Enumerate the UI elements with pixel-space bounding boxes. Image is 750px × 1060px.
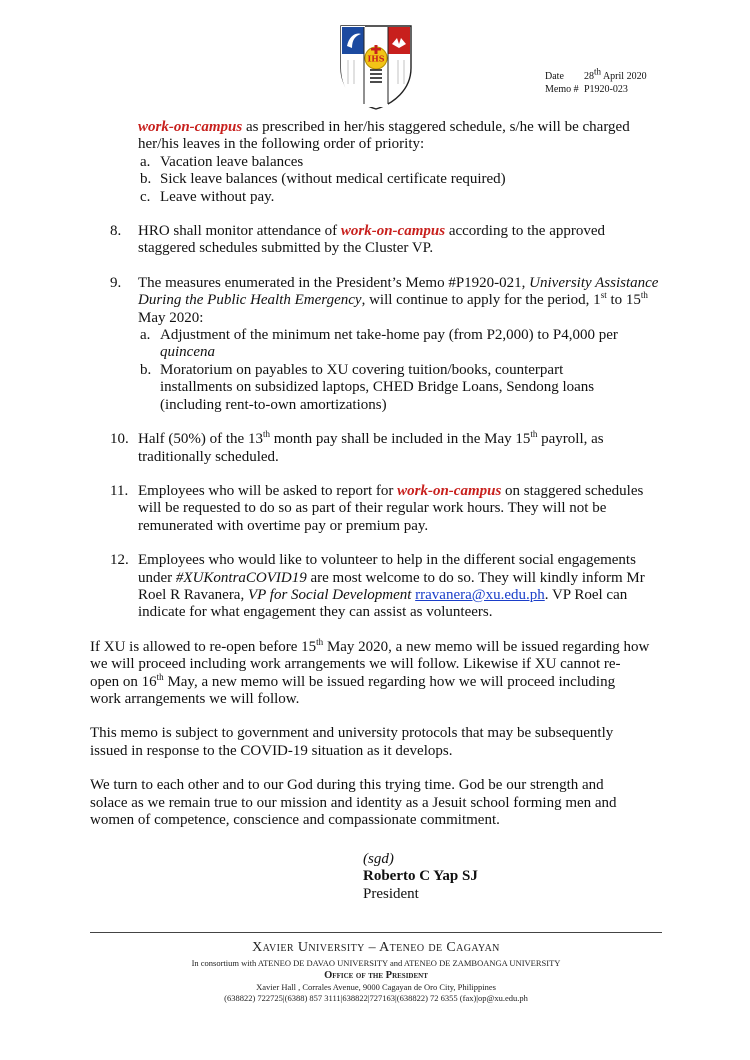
list-item-label: a. xyxy=(140,153,151,170)
paragraph-line: solace as we remain true to our mission and identity as a Jesuit school forming men and xyxy=(90,794,617,811)
university-name: Xavier University – Ateneo de Cagayan xyxy=(252,940,500,955)
item-text: under xyxy=(138,569,176,586)
footer-divider xyxy=(90,932,662,933)
item-number: 9. xyxy=(110,274,122,291)
list-item xyxy=(140,188,690,206)
item-line: May 2020: xyxy=(138,309,204,326)
list-item xyxy=(140,171,690,188)
paragraph-text: If XU is allowed to re-open before 15 xyxy=(90,638,317,655)
item-line: staggered schedules submitted by the Cluster VP. xyxy=(138,240,434,257)
date-row xyxy=(545,66,647,83)
continued-line-1 xyxy=(138,119,690,136)
paragraph-line: This memo is subject to government and university protocols that may be subsequently xyxy=(90,725,614,742)
office-contacts: (638822) 722725|(6388) 857 3111|638822|727163|(638822) 72 6355 (fax)|op@xu.edu.ph xyxy=(224,993,528,1003)
item-text: The measures enumerated in the President’s Memo #P1920-021, xyxy=(138,274,530,291)
paragraph-line xyxy=(90,671,690,691)
list-item-label: b. xyxy=(140,361,152,378)
superscript: th xyxy=(530,429,538,440)
letterhead-footer xyxy=(90,939,662,1004)
item-number: 8. xyxy=(110,223,122,240)
item-line xyxy=(138,587,690,604)
item-line: will be requested to do so as part of their regular work hours. They will not be xyxy=(138,500,607,517)
paragraph-text: May, a new memo will be issued regarding how we will proceed including xyxy=(163,673,616,690)
paragraph-closing xyxy=(90,777,690,829)
list-item xyxy=(140,327,690,362)
university-seal-logo xyxy=(339,24,413,110)
vp-title-italic: VP for Social Development xyxy=(247,586,412,603)
list-item xyxy=(140,153,690,171)
work-on-campus-highlight: work-on-campus xyxy=(397,482,502,499)
paragraph-line: We turn to each other and to our God during this trying time. God be our strength and xyxy=(90,777,604,794)
item-text: to 15 xyxy=(606,292,641,309)
paragraph-text: open on 16 xyxy=(90,673,157,690)
paragraph-line xyxy=(90,636,690,656)
paragraph-reopen xyxy=(90,636,690,709)
list-item-label: c. xyxy=(140,188,151,205)
paragraph-line: issued in response to the COVID-19 situation as it develops. xyxy=(90,742,453,759)
numbered-item-9 xyxy=(110,274,690,327)
item-line xyxy=(138,275,690,292)
memo-body xyxy=(90,119,690,829)
svg-text:IHS: IHS xyxy=(367,53,385,64)
item-line xyxy=(138,431,690,448)
superscript: th xyxy=(262,429,270,440)
superscript: th xyxy=(640,290,648,301)
item-text: HRO shall monitor attendance of xyxy=(138,223,341,240)
paragraph-line: we will proceed including work arrangements we will follow. Likewise if XU cannot re- xyxy=(90,656,621,673)
item-line xyxy=(138,292,690,309)
hashtag-italic: #XUKontraCOVID19 xyxy=(175,569,307,586)
memo-title-italic: University Assistance xyxy=(529,274,659,291)
item-text: Roel R Ravanera, xyxy=(138,586,248,603)
superscript: th xyxy=(156,671,164,682)
superscript: st xyxy=(600,290,607,301)
email-link[interactable]: rravanera@xu.edu.ph xyxy=(415,586,545,603)
signatory-title: President xyxy=(363,885,419,902)
date-value xyxy=(584,66,647,83)
list-item-text: installments on subsidized laptops, CHED Bridge Loans, Sendong loans xyxy=(160,379,595,396)
date-month-year: April 2020 xyxy=(601,71,647,82)
item-line xyxy=(138,483,690,500)
paragraph-line: women of competence, conscience and compassionate commitment. xyxy=(90,812,500,828)
item-text: according to the approved xyxy=(445,223,606,240)
item-line xyxy=(138,570,690,587)
date-day: 28 xyxy=(584,71,594,82)
continued-text: as prescribed in her/his staggered schedule, s/he will be charged xyxy=(242,119,630,135)
date-label: Date xyxy=(545,71,564,82)
item-text: payroll, as xyxy=(537,431,604,448)
signatory-name: Roberto C Yap SJ xyxy=(363,868,478,885)
list-item-text: Moratorium on payables to XU covering tuition/books, counterpart xyxy=(160,361,564,378)
item-line: Employees who would like to volunteer to help in the different social engagements xyxy=(138,552,636,569)
item-number: 12. xyxy=(110,552,129,569)
item-text: . VP Roel can xyxy=(544,586,628,603)
list-item-text: (including rent-to-own amortizations) xyxy=(160,396,387,413)
item-line: remunerated with overtime pay or premium pay. xyxy=(138,517,429,534)
item-text: Employees who will be asked to report for xyxy=(138,482,398,499)
item-text: , will continue to apply for the period, 1 xyxy=(361,292,601,309)
list-item-text: Adjustment of the minimum net take-home pay (from P2,000) to P4,000 per xyxy=(160,327,618,344)
list-item-text-italic: quincena xyxy=(160,344,215,361)
item-text: Half (50%) of the 13 xyxy=(138,431,263,448)
continued-line-2: her/his leaves in the following order of priority: xyxy=(138,136,425,153)
date-day-suffix: th xyxy=(594,66,602,77)
work-on-campus-highlight: work-on-campus xyxy=(138,119,243,135)
consortium-text: In consortium with ATENEO DE DAVAO UNIVERSITY and ATENEO DE ZAMBOANGA UNIVERSITY xyxy=(191,958,561,968)
memo-row xyxy=(545,83,647,96)
paragraph-text: May 2020, a new memo will be issued regarding how xyxy=(323,638,650,655)
paragraph-protocols xyxy=(90,725,690,760)
item-number: 10. xyxy=(110,431,129,448)
numbered-item-12 xyxy=(110,552,690,622)
list-item xyxy=(140,361,690,414)
work-on-campus-highlight: work-on-campus xyxy=(340,223,446,240)
item-line: indicate for what engagement they can assist as volunteers. xyxy=(138,604,493,621)
numbered-item-8 xyxy=(110,223,690,258)
item-line: traditionally scheduled. xyxy=(138,448,279,465)
list-item-label: b. xyxy=(140,171,152,188)
list-item-label: a. xyxy=(140,327,151,344)
superscript: th xyxy=(316,636,324,647)
item-text: month pay shall be included in the May 15 xyxy=(269,431,531,448)
office-address: Xavier Hall , Corrales Avenue, 9000 Cagayan de Oro City, Philippines xyxy=(256,982,496,992)
office-name: Office of the President xyxy=(324,970,428,981)
numbered-item-10 xyxy=(110,429,690,466)
item-text: are most welcome to do so. They will kindly inform Mr xyxy=(306,569,645,586)
memo-title-italic: During the Public Health Emergency xyxy=(138,292,362,309)
item-line xyxy=(138,223,690,240)
paragraph-line: work arrangements we will follow. xyxy=(90,690,300,707)
signature-block xyxy=(363,851,478,903)
list-item-text: Leave without pay. xyxy=(160,188,275,205)
memo-meta xyxy=(545,66,647,96)
continued-item xyxy=(138,119,690,154)
item-number: 11. xyxy=(110,482,129,499)
memo-label: Memo # xyxy=(545,84,579,95)
list-item-text: Vacation leave balances xyxy=(160,153,304,170)
item-text: on staggered schedules xyxy=(501,482,644,499)
memo-number: P1920-023 xyxy=(584,84,628,95)
list-item-text: Sick leave balances (without medical certificate required) xyxy=(160,171,506,188)
signed-mark: (sgd) xyxy=(363,851,394,867)
numbered-item-11 xyxy=(110,482,690,535)
